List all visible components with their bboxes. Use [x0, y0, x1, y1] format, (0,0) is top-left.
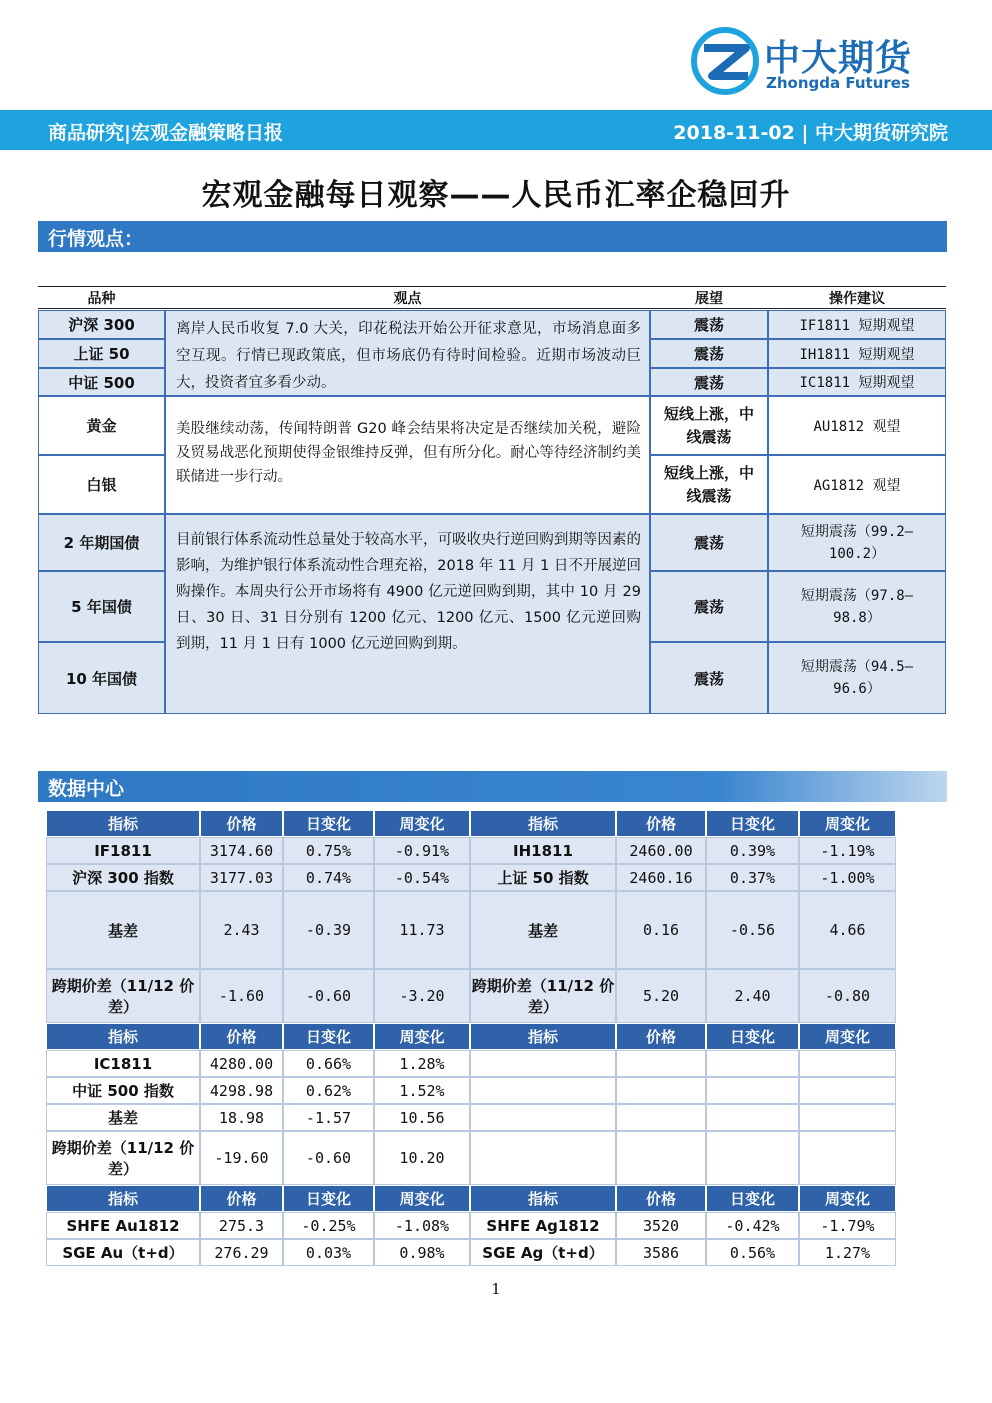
- brand-name-en: Zhongda Futures: [766, 74, 910, 92]
- column-header: 周变化: [799, 810, 896, 837]
- outlook-cell: 震荡: [650, 642, 768, 714]
- indicator-cell: IC1811: [46, 1050, 200, 1077]
- value-cell: 2460.00: [616, 837, 706, 864]
- value-cell: -1.79%: [799, 1212, 896, 1239]
- value-cell: 5.20: [616, 969, 706, 1023]
- value-cell: -1.19%: [799, 837, 896, 864]
- value-cell: 3177.03: [200, 864, 283, 891]
- value-cell: 4.66: [799, 891, 896, 969]
- value-cell: -0.80: [799, 969, 896, 1023]
- value-cell: 1.52%: [374, 1077, 470, 1104]
- value-cell: -0.56: [706, 891, 799, 969]
- column-header: 日变化: [283, 1023, 374, 1050]
- section-market-view: [38, 221, 947, 252]
- variety-cell: 黄金: [38, 396, 165, 455]
- indicator-cell: [470, 1050, 616, 1077]
- column-header: 周变化: [374, 1185, 470, 1212]
- table-rule: [38, 286, 946, 287]
- value-cell: [799, 1050, 896, 1077]
- indicator-cell: [470, 1077, 616, 1104]
- value-cell: -0.91%: [374, 837, 470, 864]
- value-cell: -1.08%: [374, 1212, 470, 1239]
- indicator-cell: IH1811: [470, 837, 616, 864]
- view-text: 目前银行体系流动性总量处于较高水平，可吸收央行逆回购到期等因素的影响，为维护银行体系流动性合理充裕，2018 年 11 月 1 日不开展逆回购操作。本周央行公开市场将有 4900 亿元逆回购到期，其中 10 月 29 日、30 日、31 日分别有 1200 亿元、1200 亿元、1500 亿元逆回购到期，11 月 1 日有 1000 亿元逆回购到期。: [165, 514, 650, 714]
- value-cell: -19.60: [200, 1131, 283, 1185]
- column-header: 指标: [46, 1185, 200, 1212]
- variety-cell: 10 年国债: [38, 642, 165, 714]
- page-number: 1: [491, 1280, 501, 1298]
- advice-cell: AG1812 观望: [768, 455, 946, 514]
- value-cell: 2.40: [706, 969, 799, 1023]
- value-cell: 11.73: [374, 891, 470, 969]
- value-cell: -0.25%: [283, 1212, 374, 1239]
- variety-cell: 沪深 300: [38, 310, 165, 339]
- value-cell: 1.28%: [374, 1050, 470, 1077]
- section-title: 行情观点：: [48, 228, 144, 250]
- column-header: 指标: [470, 1185, 616, 1212]
- column-header: 日变化: [283, 810, 374, 837]
- indicator-cell: 上证 50 指数: [470, 864, 616, 891]
- column-header: 价格: [616, 1185, 706, 1212]
- column-header: 观点: [393, 291, 422, 307]
- table-rule: [38, 308, 946, 309]
- report-title: 宏观金融每日观察——人民币汇率企稳回升: [201, 178, 791, 213]
- value-cell: 1.27%: [799, 1239, 896, 1266]
- value-cell: [616, 1131, 706, 1185]
- value-cell: [616, 1104, 706, 1131]
- view-text: 美股继续动荡，传闻特朗普 G20 峰会结果将决定是否继续加关税，避险及贸易战恶化预期使得金银维持反弹，但有所分化。耐心等待经济制约美联储进一步行动。: [165, 396, 650, 514]
- column-header: 价格: [200, 810, 283, 837]
- advice-cell: 短期震荡（97.8—98.8）: [768, 571, 946, 642]
- column-header: 日变化: [706, 1185, 799, 1212]
- report-date-publisher: 2018-11-02 | 中大期货研究院: [673, 122, 948, 144]
- zhongda-emblem-icon: [690, 26, 760, 96]
- value-cell: 10.20: [374, 1131, 470, 1185]
- value-cell: [616, 1077, 706, 1104]
- value-cell: 0.03%: [283, 1239, 374, 1266]
- column-header: 品种: [87, 291, 116, 307]
- value-cell: 3520: [616, 1212, 706, 1239]
- column-header: 周变化: [374, 810, 470, 837]
- outlook-cell: 震荡: [650, 368, 768, 396]
- indicator-cell: 跨期价差（11/12 价差）: [470, 969, 616, 1023]
- advice-cell: 短期震荡（94.5—96.6）: [768, 642, 946, 714]
- value-cell: -0.60: [283, 1131, 374, 1185]
- column-header: 展望: [695, 291, 723, 307]
- value-cell: -1.60: [200, 969, 283, 1023]
- column-header: 周变化: [799, 1023, 896, 1050]
- variety-cell: 2 年期国债: [38, 514, 165, 571]
- value-cell: 0.74%: [283, 864, 374, 891]
- value-cell: 0.39%: [706, 837, 799, 864]
- indicator-cell: 基差: [46, 891, 200, 969]
- value-cell: 0.66%: [283, 1050, 374, 1077]
- value-cell: [616, 1050, 706, 1077]
- column-header: 日变化: [283, 1185, 374, 1212]
- value-cell: -0.54%: [374, 864, 470, 891]
- value-cell: 0.16: [616, 891, 706, 969]
- indicator-cell: 沪深 300 指数: [46, 864, 200, 891]
- value-cell: 0.37%: [706, 864, 799, 891]
- indicator-cell: 基差: [46, 1104, 200, 1131]
- company-logo: [690, 26, 950, 102]
- indicator-cell: SHFE Au1812: [46, 1212, 200, 1239]
- column-header: 指标: [46, 1023, 200, 1050]
- report-category: 商品研究|宏观金融策略日报: [48, 122, 283, 144]
- advice-cell: IH1811 短期观望: [768, 339, 946, 368]
- value-cell: 275.3: [200, 1212, 283, 1239]
- variety-cell: 中证 500: [38, 368, 165, 396]
- indicator-cell: [470, 1131, 616, 1185]
- column-header: 价格: [200, 1023, 283, 1050]
- value-cell: 2.43: [200, 891, 283, 969]
- column-header: 指标: [46, 810, 200, 837]
- outlook-cell: 震荡: [650, 514, 768, 571]
- column-header: 操作建议: [829, 291, 885, 307]
- column-header: 周变化: [374, 1023, 470, 1050]
- value-cell: -0.42%: [706, 1212, 799, 1239]
- advice-cell: 短期震荡（99.2—100.2）: [768, 514, 946, 571]
- value-cell: -3.20: [374, 969, 470, 1023]
- indicator-cell: 跨期价差（11/12 价差）: [46, 969, 200, 1023]
- section-title: 数据中心: [48, 778, 125, 800]
- value-cell: 3586: [616, 1239, 706, 1266]
- view-text: 离岸人民币收复 7.0 大关，印花税法开始公开征求意见，市场消息面多空互现。行情已现政策底，但市场底仍有待时间检验。近期市场波动巨大，投资者宜多看少动。: [165, 310, 650, 396]
- value-cell: 2460.16: [616, 864, 706, 891]
- variety-cell: 5 年国债: [38, 571, 165, 642]
- value-cell: 0.75%: [283, 837, 374, 864]
- value-cell: 4280.00: [200, 1050, 283, 1077]
- indicator-cell: SGE Au（t+d）: [46, 1239, 200, 1266]
- section-data-center: [38, 771, 947, 802]
- brand-name-cn: 中大期货: [764, 38, 913, 79]
- advice-cell: IC1811 短期观望: [768, 368, 946, 396]
- value-cell: [706, 1104, 799, 1131]
- report-header-bar: [0, 110, 992, 150]
- value-cell: 0.56%: [706, 1239, 799, 1266]
- value-cell: 3174.60: [200, 837, 283, 864]
- indicator-cell: 基差: [470, 891, 616, 969]
- outlook-cell: 震荡: [650, 310, 768, 339]
- value-cell: 10.56: [374, 1104, 470, 1131]
- value-cell: [799, 1077, 896, 1104]
- value-cell: [706, 1050, 799, 1077]
- column-header: 日变化: [706, 810, 799, 837]
- column-header: 价格: [200, 1185, 283, 1212]
- column-header: 指标: [470, 1023, 616, 1050]
- value-cell: [799, 1131, 896, 1185]
- column-header: 指标: [470, 810, 616, 837]
- indicator-cell: SHFE Ag1812: [470, 1212, 616, 1239]
- outlook-cell: 震荡: [650, 339, 768, 368]
- value-cell: -0.60: [283, 969, 374, 1023]
- column-header: 周变化: [799, 1185, 896, 1212]
- variety-cell: 上证 50: [38, 339, 165, 368]
- variety-cell: 白银: [38, 455, 165, 514]
- value-cell: 18.98: [200, 1104, 283, 1131]
- value-cell: [706, 1131, 799, 1185]
- value-cell: 0.62%: [283, 1077, 374, 1104]
- advice-cell: AU1812 观望: [768, 396, 946, 455]
- outlook-cell: 短线上涨，中线震荡: [650, 396, 768, 455]
- value-cell: 276.29: [200, 1239, 283, 1266]
- value-cell: 0.98%: [374, 1239, 470, 1266]
- advice-cell: IF1811 短期观望: [768, 310, 946, 339]
- column-header: 价格: [616, 810, 706, 837]
- value-cell: -1.00%: [799, 864, 896, 891]
- value-cell: -0.39: [283, 891, 374, 969]
- outlook-cell: 短线上涨，中线震荡: [650, 455, 768, 514]
- outlook-cell: 震荡: [650, 571, 768, 642]
- column-header: 日变化: [706, 1023, 799, 1050]
- indicator-cell: SGE Ag（t+d）: [470, 1239, 616, 1266]
- value-cell: 4298.98: [200, 1077, 283, 1104]
- indicator-cell: [470, 1104, 616, 1131]
- column-header: 价格: [616, 1023, 706, 1050]
- value-cell: -1.57: [283, 1104, 374, 1131]
- value-cell: [706, 1077, 799, 1104]
- indicator-cell: 跨期价差（11/12 价差）: [46, 1131, 200, 1185]
- indicator-cell: 中证 500 指数: [46, 1077, 200, 1104]
- value-cell: [799, 1104, 896, 1131]
- indicator-cell: IF1811: [46, 837, 200, 864]
